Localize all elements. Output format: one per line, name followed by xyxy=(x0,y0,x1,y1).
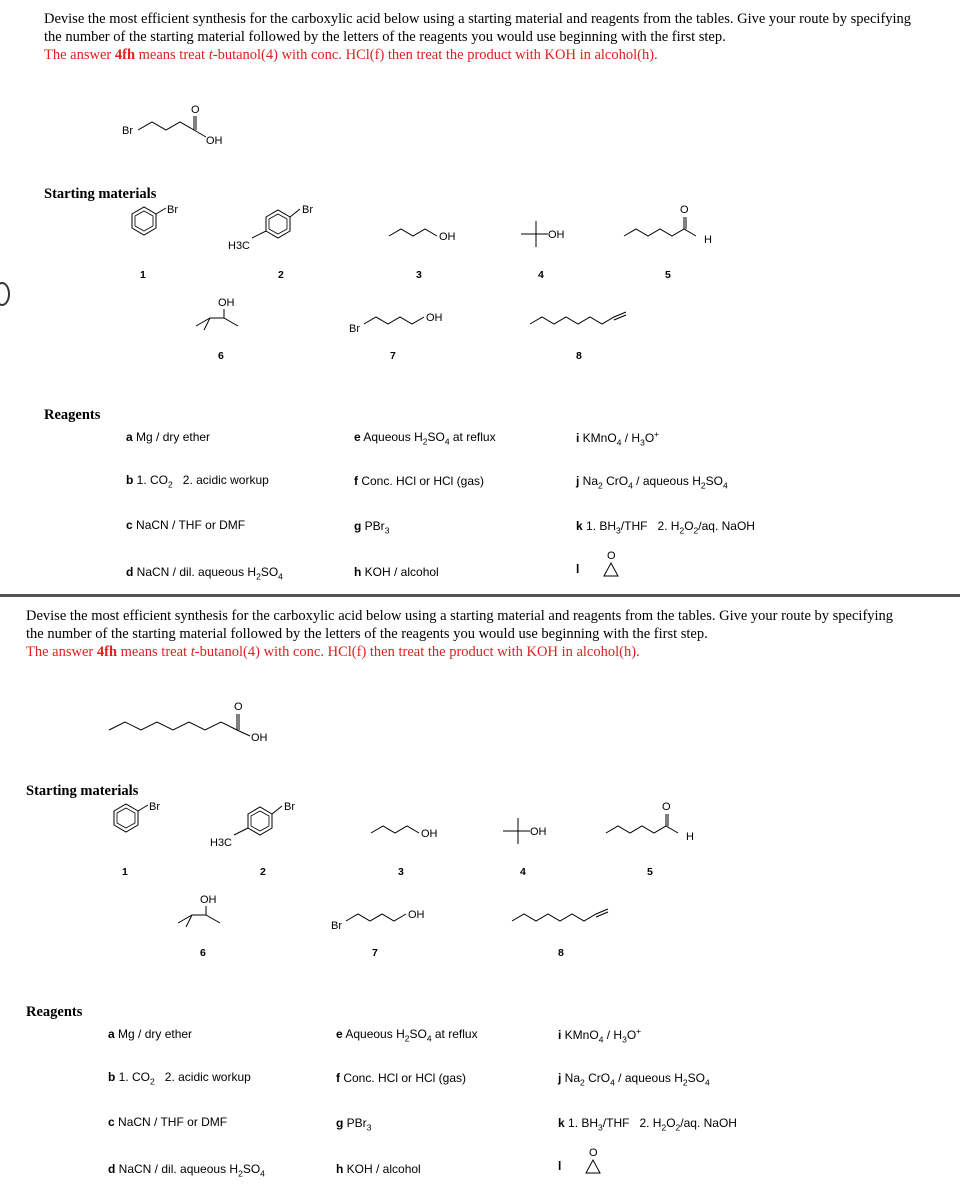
starting-material-8 xyxy=(526,306,646,336)
starting-material-number-7: 7 xyxy=(390,350,396,362)
reagent-f: f Conc. HCl or HCl (gas) xyxy=(336,1071,467,1085)
reagent-g: g PBr$_3$ xyxy=(354,519,390,536)
starting-material-number-3: 3 xyxy=(398,866,404,878)
reagent-e: e Aqueous $H_2SO_4$ at reflux xyxy=(336,1027,478,1044)
example-answer: The answer 4fh means treat t-butanol(4) with conc. HCl(f) then treat the product with KOH in alcohol(h). xyxy=(26,644,640,660)
svg-text:Br: Br xyxy=(167,204,178,216)
starting-material-5 xyxy=(620,203,730,248)
svg-text:Br: Br xyxy=(349,323,360,335)
svg-text:O: O xyxy=(662,801,671,813)
svg-text:H: H xyxy=(704,234,712,246)
starting-material-4 xyxy=(498,813,568,853)
reagent-j: j $Na_2$ CrO$_4$ / aqueous $H_2SO_4$ xyxy=(558,1071,710,1088)
svg-text:H3C: H3C xyxy=(210,837,233,849)
problem-statement xyxy=(26,607,931,661)
svg-text:O: O xyxy=(680,204,689,216)
starting-material-number-4: 4 xyxy=(538,269,544,281)
reagent-h: h KOH / alcohol xyxy=(336,1162,421,1176)
svg-text:H: H xyxy=(686,831,694,843)
starting-material-6 xyxy=(190,294,260,339)
starting-material-number-1: 1 xyxy=(122,866,128,878)
reagent-j: j $Na_2$ CrO$_4$ / aqueous $H_2SO_4$ xyxy=(576,474,728,491)
reagent-h: h KOH / alcohol xyxy=(354,565,439,579)
svg-text:Br: Br xyxy=(331,920,342,932)
starting-material-3 xyxy=(385,218,475,248)
svg-text:OH: OH xyxy=(421,828,438,840)
starting-material-number-2: 2 xyxy=(260,866,266,878)
svg-text:H3C: H3C xyxy=(228,240,251,252)
target-molecule-4-bromobutanoic-acid xyxy=(120,100,420,160)
problem-line-1: Devise the most efficient synthesis for the carboxylic acid below using a starting material and reagents from the tables. Give your route by specifying xyxy=(44,11,912,27)
svg-text:OH: OH xyxy=(426,312,443,324)
example-answer: The answer 4fh means treat t-butanol(4) with conc. HCl(f) then treat the product with KOH in alcohol(h). xyxy=(44,47,658,63)
starting-material-5 xyxy=(602,800,712,845)
starting-material-number-8: 8 xyxy=(576,350,582,362)
svg-text:O: O xyxy=(589,1147,598,1159)
starting-material-number-6: 6 xyxy=(200,947,206,959)
starting-material-2 xyxy=(228,205,328,255)
starting-material-3 xyxy=(367,815,457,845)
problem-line-2: the number of the starting material followed by the letters of the reagents you would use beginning with the first step. xyxy=(26,626,708,642)
epoxide-icon xyxy=(578,1147,608,1177)
reagent-l: l xyxy=(576,562,580,576)
svg-text:OH: OH xyxy=(206,135,223,147)
svg-text:OH: OH xyxy=(530,826,547,838)
starting-material-1 xyxy=(118,200,198,250)
starting-material-1 xyxy=(100,797,180,847)
svg-text:OH: OH xyxy=(218,297,235,309)
starting-materials-heading: Starting materials xyxy=(26,783,139,799)
starting-material-number-6: 6 xyxy=(218,350,224,362)
svg-text:Br: Br xyxy=(122,125,133,137)
reagents-heading: Reagents xyxy=(26,1004,83,1020)
problem-line-2: the number of the starting material followed by the letters of the reagents you would use beginning with the first step. xyxy=(44,29,726,45)
svg-text:OH: OH xyxy=(548,229,565,241)
starting-material-7 xyxy=(348,308,468,338)
reagent-f: f Conc. HCl or HCl (gas) xyxy=(354,474,485,488)
reagent-d: d NaCN / dil. aqueous $H_2SO_4$ xyxy=(126,565,283,582)
starting-material-number-1: 1 xyxy=(140,269,146,281)
reagent-g: g PBr$_3$ xyxy=(336,1116,372,1133)
reagent-d: d NaCN / dil. aqueous $H_2SO_4$ xyxy=(108,1162,265,1179)
reagent-e: e Aqueous $H_2SO_4$ at reflux xyxy=(354,430,496,447)
problem-panel-2 xyxy=(0,597,960,1186)
svg-text:Br: Br xyxy=(149,801,160,813)
starting-material-number-8: 8 xyxy=(558,947,564,959)
reagent-k: k 1. $BH_3$/THF 2. $H_2O_2/aq$. NaOH xyxy=(558,1116,737,1133)
svg-text:O: O xyxy=(234,701,243,713)
starting-material-6 xyxy=(172,891,242,936)
reagent-a: a Mg / dry ether xyxy=(108,1027,193,1041)
starting-material-number-4: 4 xyxy=(520,866,526,878)
svg-text:O: O xyxy=(191,104,200,116)
reagent-i: i KMnO$_4$ / $H_3O^+$ xyxy=(558,1026,642,1045)
starting-material-number-5: 5 xyxy=(647,866,653,878)
starting-material-number-5: 5 xyxy=(665,269,671,281)
reagent-i: i KMnO$_4$ / $H_3O^+$ xyxy=(576,429,660,448)
svg-text:Br: Br xyxy=(284,801,295,813)
starting-materials-heading: Starting materials xyxy=(44,186,157,202)
svg-text:OH: OH xyxy=(251,732,268,744)
reagent-k: k 1. $BH_3$/THF 2. $H_2O_2/aq$. NaOH xyxy=(576,519,755,536)
svg-text:OH: OH xyxy=(408,909,425,921)
target-molecule-octanoic-acid xyxy=(105,694,405,754)
reagent-a: a Mg / dry ether xyxy=(126,430,211,444)
reagents-heading: Reagents xyxy=(44,407,101,423)
reagent-b: b 1. $CO_2$ 2. acidic workup xyxy=(126,473,269,490)
starting-material-7 xyxy=(330,905,450,935)
epoxide-icon xyxy=(596,550,626,580)
svg-text:OH: OH xyxy=(439,231,456,243)
problem-statement xyxy=(44,10,949,64)
svg-text:O: O xyxy=(607,550,616,562)
reagent-c: c NaCN / THF or DMF xyxy=(126,518,246,532)
reagent-l: l xyxy=(558,1159,562,1173)
starting-material-number-2: 2 xyxy=(278,269,284,281)
starting-material-2 xyxy=(210,802,310,852)
starting-material-8 xyxy=(508,903,628,933)
reagent-c: c NaCN / THF or DMF xyxy=(108,1115,228,1129)
reagent-b: b 1. $CO_2$ 2. acidic workup xyxy=(108,1070,251,1087)
problem-line-1: Devise the most efficient synthesis for the carboxylic acid below using a starting material and reagents from the tables. Give your route by specifying xyxy=(26,608,894,624)
svg-text:Br: Br xyxy=(302,204,313,216)
starting-material-number-7: 7 xyxy=(372,947,378,959)
svg-text:OH: OH xyxy=(200,894,217,906)
starting-material-number-3: 3 xyxy=(416,269,422,281)
starting-material-4 xyxy=(516,216,586,256)
